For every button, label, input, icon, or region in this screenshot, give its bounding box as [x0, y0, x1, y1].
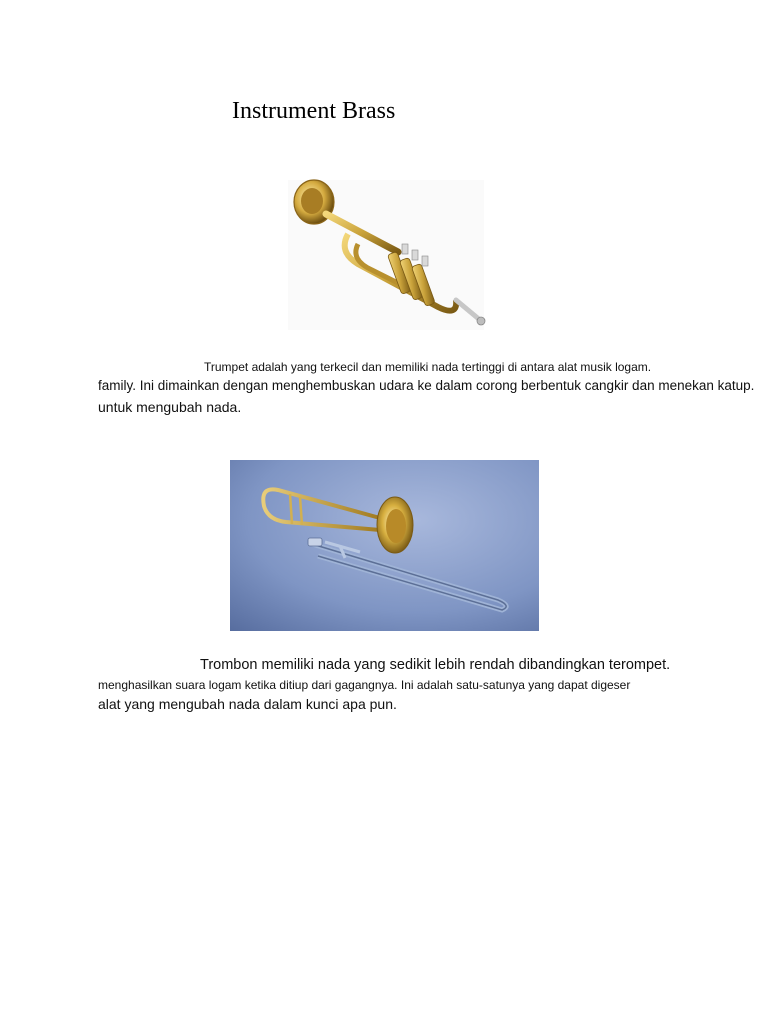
trombone-text-line-1: Trombon memiliki nada yang sedikit lebih rendah dibandingkan terompet.: [200, 657, 671, 673]
trumpet-image: [288, 172, 488, 332]
trumpet-text-line-1: Trumpet adalah yang terkecil dan memiliki nada tertinggi di antara alat musik logam.: [204, 360, 652, 374]
trumpet-text-line-3: untuk mengubah nada.: [98, 399, 242, 415]
trombone-text-line-2: menghasilkan suara logam ketika ditiup dari gagangnya. Ini adalah satu-satunya yang dapat digeser: [98, 678, 631, 692]
trombone-image: [230, 460, 539, 631]
trumpet-text-line-2: family. Ini dimainkan dengan menghembuskan udara ke dalam corong berbentuk cangkir dan menekan katup.: [98, 378, 755, 393]
trombone-text-line-3: alat yang mengubah nada dalam kunci apa pun.: [98, 696, 397, 712]
page-title: Instrument Brass: [232, 98, 396, 124]
